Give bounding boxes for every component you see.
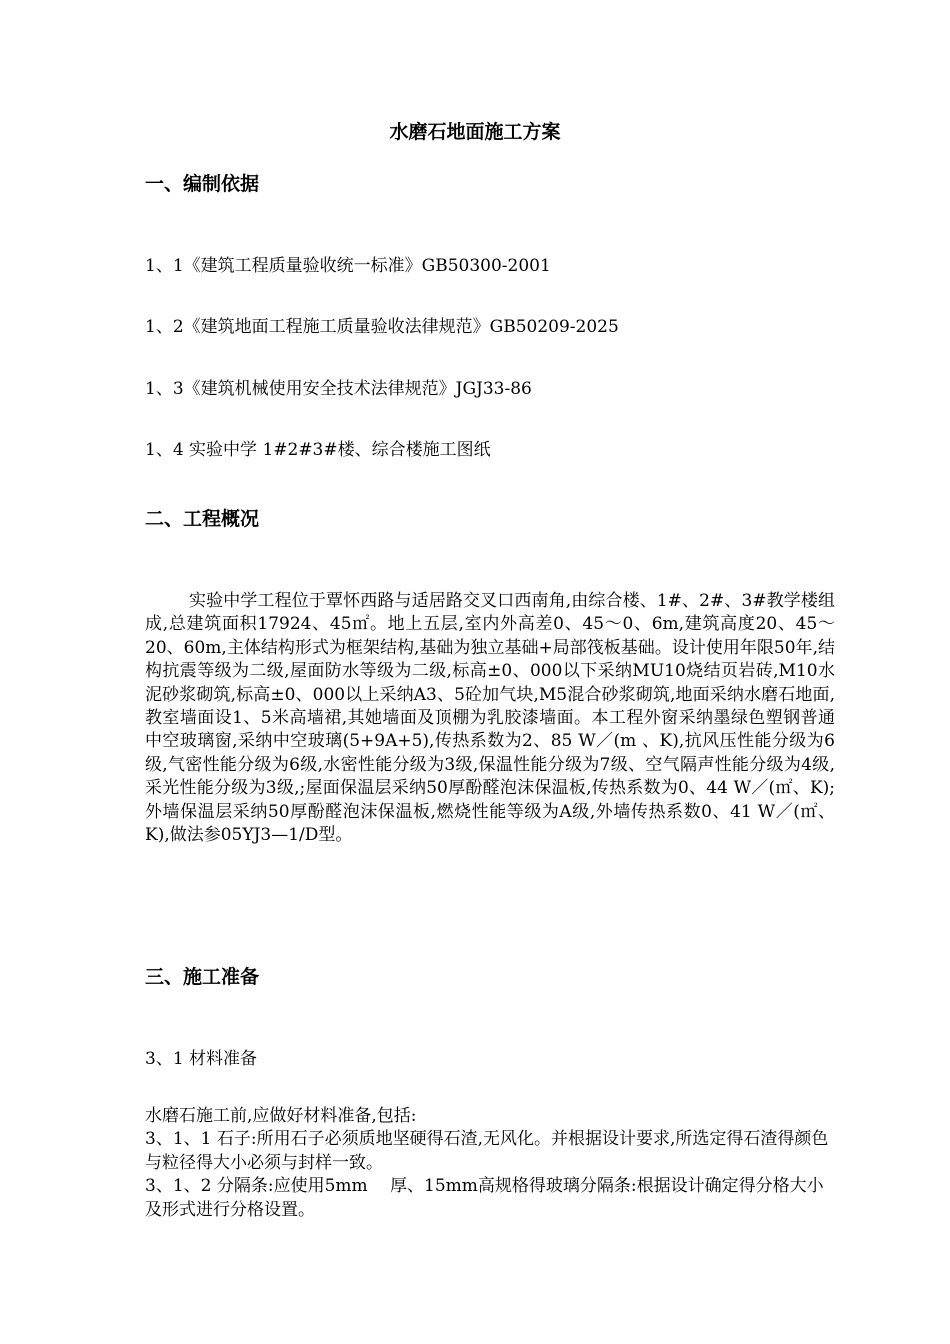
reference-item: 1、1《建筑工程质量验收统一标准》GB50300-2001 bbox=[145, 256, 551, 276]
materials-item-dividers: 3、1、2 分隔条:应使用5mm 厚、15mm高规格得玻璃分隔条:根据设计确定得分格大小及形式进行分格设置。 bbox=[145, 1176, 824, 1220]
document-title: 水磨石地面施工方案 bbox=[389, 121, 561, 143]
subsection-heading-materials: 3、1 材料准备 bbox=[145, 1049, 258, 1069]
project-overview-paragraph: 实验中学工程位于覃怀西路与适居路交叉口西南角,由综合楼、1#、2#、3#教学楼组成,总建筑面积17924、45㎡。地上五层,室内外高差0、45～0、6m,建筑高度20、45～20、60m,主体结构形式为框架结构,基础为独立基础+局部筏板基础。设计使用年限50年,结构抗震等级为二级,屋面防水等级为二级,标高±0、000以下采纳MU10烧结页岩砖,M10水泥砂浆砌筑,标高±0、000以上采纳A3、5砼加气块,M5混合砂浆砌筑,地面采纳水磨石地面,教室墙面设1、5米高墙裙,其她墙面及顶棚为乳胶漆墙面。本工程外窗采纳墨绿色塑钢普通中空玻璃窗,采纳中空玻璃(5+9A+5),传热系数为2、85 W／(m 、K),抗风压性能分级为6级,气密性能分级为6级,水密性能分级为3级,保温性能分级为7级、空气隔声性能分级为4级,采光性能分级为3级,;屋面保温层采纳50厚酚醛泡沫保温板,传热系数为0、44 W／(㎡、K);外墙保温层采纳50厚酚醛泡沫保温板,燃烧性能等级为A级,外墙传热系数0、41 W／(㎡、K),做法参05YJ3—1/D型。 bbox=[145, 591, 835, 846]
reference-item: 1、4 实验中学 1#2#3#楼、综合楼施工图纸 bbox=[145, 440, 491, 460]
section-heading-basis: 一、编制依据 bbox=[145, 173, 260, 195]
reference-item: 1、3《建筑机械使用安全技术法律规范》JGJ33-86 bbox=[145, 379, 532, 399]
materials-item-stones: 3、1、1 石子:所用石子必须质地坚硬得石渣,无风化。并根据设计要求,所选定得石渣得颜色与粒径得大小必须与封样一致。 bbox=[145, 1129, 829, 1173]
materials-intro: 水磨石施工前,应做好材料准备,包括: bbox=[145, 1106, 417, 1126]
reference-item: 1、2《建筑地面工程施工质量验收法律规范》GB50209-2025 bbox=[145, 317, 619, 337]
section-heading-preparation: 三、施工准备 bbox=[145, 966, 260, 988]
materials-list bbox=[145, 1105, 835, 1222]
section-heading-overview: 二、工程概况 bbox=[145, 508, 260, 530]
